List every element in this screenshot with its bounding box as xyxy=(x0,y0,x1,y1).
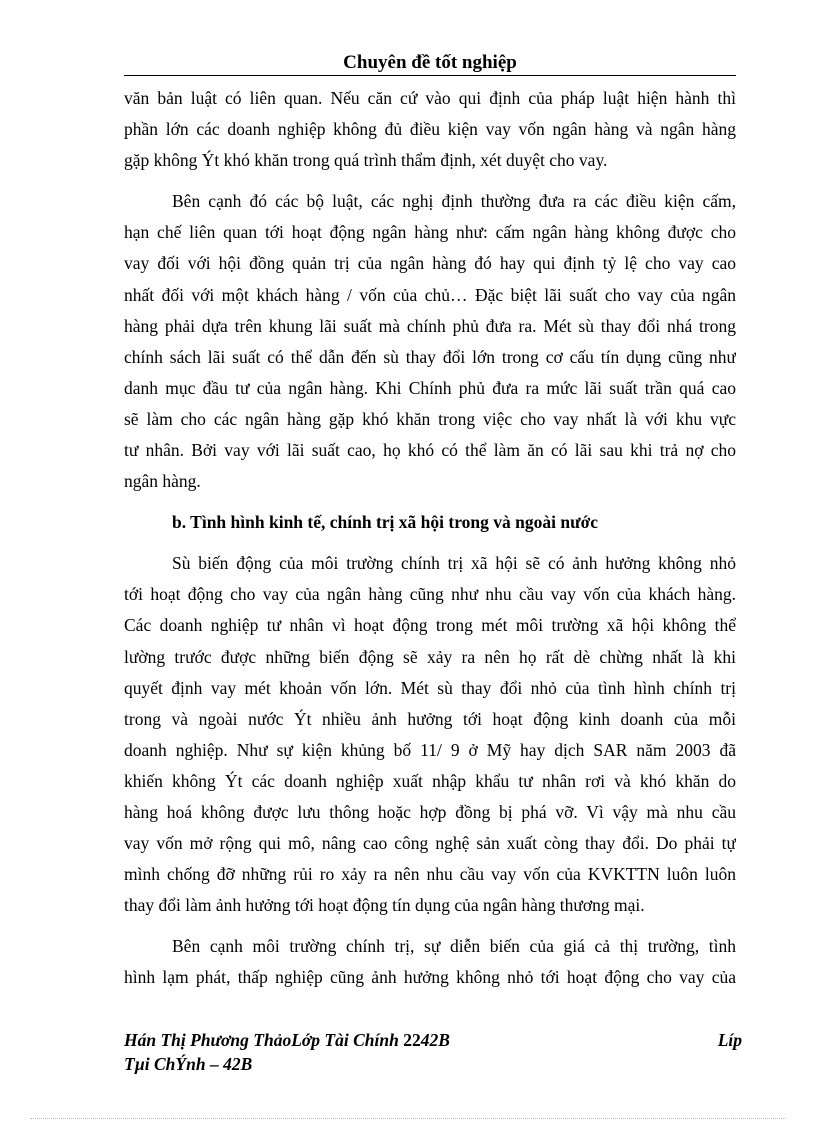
section-heading: b. Tình hình kinh tế, chính trị xã hội trong và ngoài nước xyxy=(172,512,599,533)
footer-author-class: Hán Thị Phương ThảoLớp Tài Chính xyxy=(124,1030,404,1050)
text-line: hạn chế liên quan tới hoạt động ngân hàng như: cấm ngân hàng không được cho xyxy=(124,222,736,243)
page-header-title: Chuyên đề tốt nghiệp xyxy=(343,52,517,73)
text-line: gặp không Ýt khó khăn trong quá trình thẩm định, xét duyệt cho vay. xyxy=(124,150,608,171)
text-line: văn bản luật có liên quan. Nếu căn cứ vào qui định của pháp luật hiện hành thì xyxy=(124,88,736,108)
page-footer xyxy=(124,1028,742,1076)
text-line: trong và ngoài nước Ýt nhiều ảnh hưởng tới hoạt động kinh doanh của mỗi xyxy=(124,708,736,729)
text-line: Các doanh nghiệp tư nhân vì hoạt động trong mét môi trường xã hội không thể xyxy=(124,615,736,636)
paragraph-3 xyxy=(124,548,736,921)
document-body xyxy=(124,83,736,994)
text-line: tư nhân. Bởi vay với lãi suất cao, họ khó có thể làm ăn có lãi sau khi trả nợ cho xyxy=(124,440,736,461)
text-line: phần lớn các doanh nghiệp không đủ điều kiện vay vốn ngân hàng và ngân hàng xyxy=(124,119,736,140)
text-line: chính sách lãi suất có thể dẫn đến sù thay đổi lớn trong cơ cấu tín dụng cũng như xyxy=(124,346,736,367)
page-number: 22 xyxy=(403,1030,421,1050)
text-line: vay đối với hội đồng quản trị của ngân hàng đó hay qui định tỷ lệ cho vay cao xyxy=(124,253,736,274)
text-line: sẽ làm cho các ngân hàng gặp khó khăn trong việc cho vay nhất là với khu vực xyxy=(124,408,736,429)
footer-line-2: Tµi ChÝnh – 42B xyxy=(124,1054,253,1074)
text-line: hình lạm phát, thấp nghiệp cũng ảnh hưởng không nhỏ tới hoạt động cho vay của xyxy=(124,967,736,988)
paragraph-4 xyxy=(124,931,736,993)
page-bottom-border xyxy=(30,1118,786,1119)
footer-line-1 xyxy=(124,1028,742,1052)
text-line: Bên cạnh môi trường chính trị, sự diễn biến của giá cả thị trường, tình xyxy=(172,936,736,957)
text-line: tới hoạt động cho vay của ngân hàng cũng như nhu cầu vay vốn của khách hàng. xyxy=(124,584,736,605)
text-line: mình chống đỡ những rủi ro xảy ra nên nhu cầu vay vốn của KVKTTN luôn luôn xyxy=(124,864,736,885)
paragraph-1 xyxy=(124,83,736,176)
text-line: Sù biến động của môi trường chính trị xã hội sẽ có ảnh hưởng không nhỏ xyxy=(172,553,736,574)
text-line: khiến không Ýt các doanh nghiệp xuất nhập khẩu tư nhân rơi và khó khăn do xyxy=(124,770,736,791)
text-line: hàng phải dựa trên khung lãi suất mà chính phủ đưa ra. Mét sù thay đổi nhá trong xyxy=(124,315,736,336)
text-line: vay vốn mở rộng qui mô, nâng cao công nghệ sản xuất còng thay đổi. Do phải tự xyxy=(124,833,736,854)
text-line: nhất đối với một khách hàng / vốn của chủ… Đặc biệt lãi suất cho vay của ngân xyxy=(124,284,736,305)
text-line: danh mục đầu tư của ngân hàng. Khi Chính phủ đưa ra mức lãi suất trần quá cao xyxy=(124,377,736,398)
text-line: thay đổi làm ảnh hưởng tới hoạt động tín dụng của ngân hàng thương mại. xyxy=(124,895,645,916)
text-line: ngân hàng. xyxy=(124,471,201,492)
footer-class-suffix: 42B xyxy=(420,1030,450,1050)
text-line: hàng hoá không được lưu thông hoặc hợp đồng bị phá vỡ. Vì vậy mà nhu cầu xyxy=(124,801,736,822)
footer-right-label: Líp xyxy=(717,1030,742,1050)
text-line: quyết định vay mét khoản vốn lớn. Mét sù thay đổi nhỏ của tình hình chính trị xyxy=(124,677,736,698)
paragraph-2 xyxy=(124,186,736,497)
text-line: lường trước được những biến động sẽ xảy ra nên họ rất dè chừng nhất là khi xyxy=(124,646,736,667)
header-divider xyxy=(124,75,736,76)
text-line: doanh nghiệp. Như sự kiện khủng bố 11/ 9 ở Mỹ hay dịch SAR năm 2003 đã xyxy=(124,739,736,760)
text-line: Bên cạnh đó các bộ luật, các nghị định thường đưa ra các điều kiện cấm, xyxy=(172,191,736,212)
